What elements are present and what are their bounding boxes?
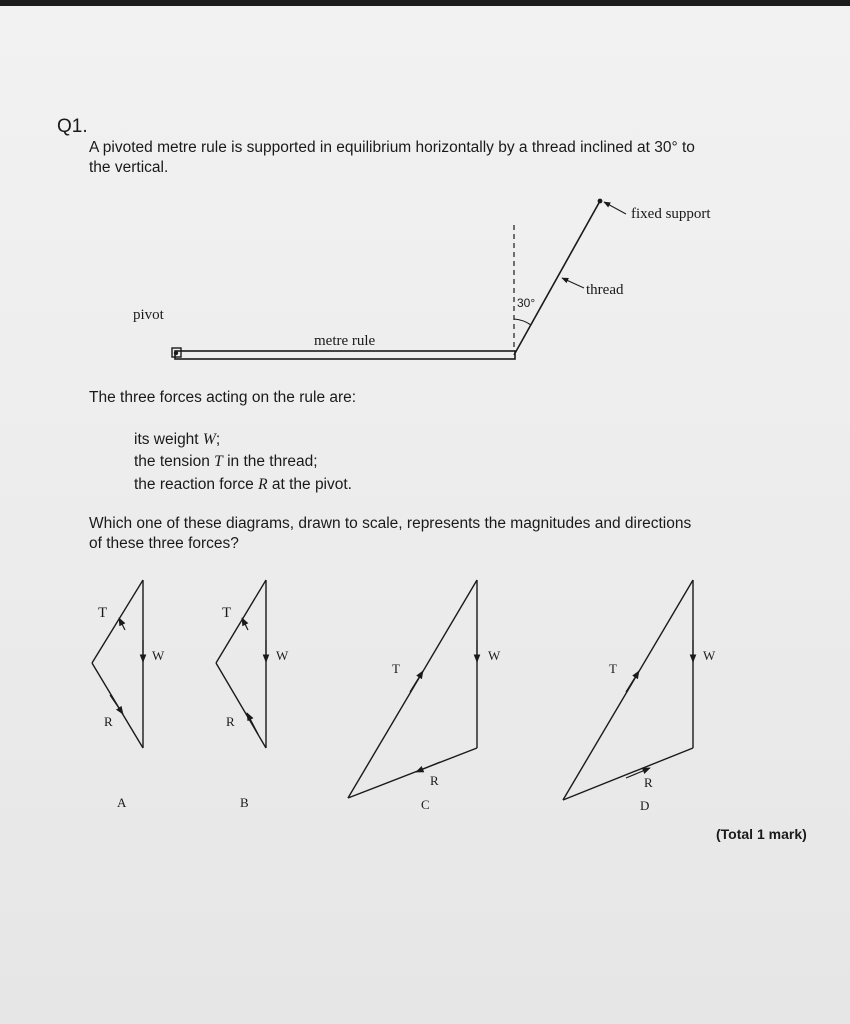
metre-rule-label: metre rule xyxy=(314,333,376,349)
fixed-support-pointer xyxy=(604,202,626,214)
option-d-w-label: W xyxy=(703,648,716,663)
tension-symbol: T xyxy=(214,453,223,470)
question-stem-line-2: the vertical. xyxy=(89,159,169,176)
force-reaction-text: the reaction force xyxy=(134,476,259,493)
force-tension-suffix: in the thread; xyxy=(222,453,318,470)
force-weight-text: its weight xyxy=(134,431,203,448)
option-c-t-label: T xyxy=(392,661,400,676)
thread-pointer xyxy=(562,278,584,288)
force-tension-line xyxy=(134,453,318,471)
thread-label: thread xyxy=(586,282,624,298)
option-a-w-label: W xyxy=(152,648,165,663)
angle-label: 30° xyxy=(517,296,536,310)
option-d-t-label: T xyxy=(609,661,617,676)
option-d-diagram xyxy=(563,580,693,800)
option-a-t-arrow xyxy=(119,618,125,630)
thread-line xyxy=(514,201,600,355)
option-d-r-label: R xyxy=(644,775,653,790)
option-b-letter[interactable]: B xyxy=(240,795,249,810)
option-a-r-arrow xyxy=(110,695,123,714)
prompt-line-1: Which one of these diagrams, drawn to scale, represents the magnitudes and directions xyxy=(89,515,692,532)
force-weight-suffix: ; xyxy=(215,431,221,448)
reaction-symbol: R xyxy=(258,476,268,493)
option-b-t-label: T xyxy=(222,605,232,621)
fixed-support-label: fixed support xyxy=(631,206,711,222)
option-d-r-line xyxy=(563,748,693,800)
option-c-letter[interactable]: C xyxy=(421,797,430,812)
option-d-t-line xyxy=(563,580,693,800)
option-b-w-label: W xyxy=(276,648,289,663)
option-b-r-label: R xyxy=(226,714,235,729)
option-b-t-arrow xyxy=(242,618,248,630)
pivot-pin xyxy=(174,351,178,355)
force-weight-line xyxy=(134,431,220,449)
option-c-r-arrow xyxy=(416,762,440,772)
metre-rule-bar xyxy=(175,351,515,359)
prompt-line-2: of these three forces? xyxy=(89,535,239,552)
option-a-t-label: T xyxy=(98,605,108,621)
option-d-letter[interactable]: D xyxy=(640,798,650,813)
option-b-r-arrow xyxy=(247,713,258,734)
fixed-support-point xyxy=(598,199,603,204)
option-c-r-line xyxy=(348,748,477,798)
weight-symbol: W xyxy=(202,431,216,448)
pivot-label: pivot xyxy=(133,307,164,323)
force-reaction-suffix: at the pivot. xyxy=(267,476,352,493)
option-c-w-label: W xyxy=(488,648,501,663)
option-d-t-arrow xyxy=(626,671,639,692)
option-c-diagram xyxy=(348,580,477,798)
option-c-r-label: R xyxy=(430,773,439,788)
question-stem-line-1: A pivoted metre rule is supported in equilibrium horizontally by a thread inclined at 30° to xyxy=(89,139,695,156)
question-number: Q1. xyxy=(57,116,88,137)
force-tension-text: the tension xyxy=(134,453,215,470)
option-a-r-label: R xyxy=(104,714,113,729)
total-marks: (Total 1 mark) xyxy=(716,826,807,842)
option-b-r-line xyxy=(216,663,266,748)
force-reaction-line xyxy=(134,476,352,494)
option-c-t-arrow xyxy=(410,671,423,692)
apparatus-diagram xyxy=(172,199,626,359)
option-a-letter[interactable]: A xyxy=(117,795,127,810)
angle-arc xyxy=(514,319,531,325)
forces-intro: The three forces acting on the rule are: xyxy=(89,389,357,406)
